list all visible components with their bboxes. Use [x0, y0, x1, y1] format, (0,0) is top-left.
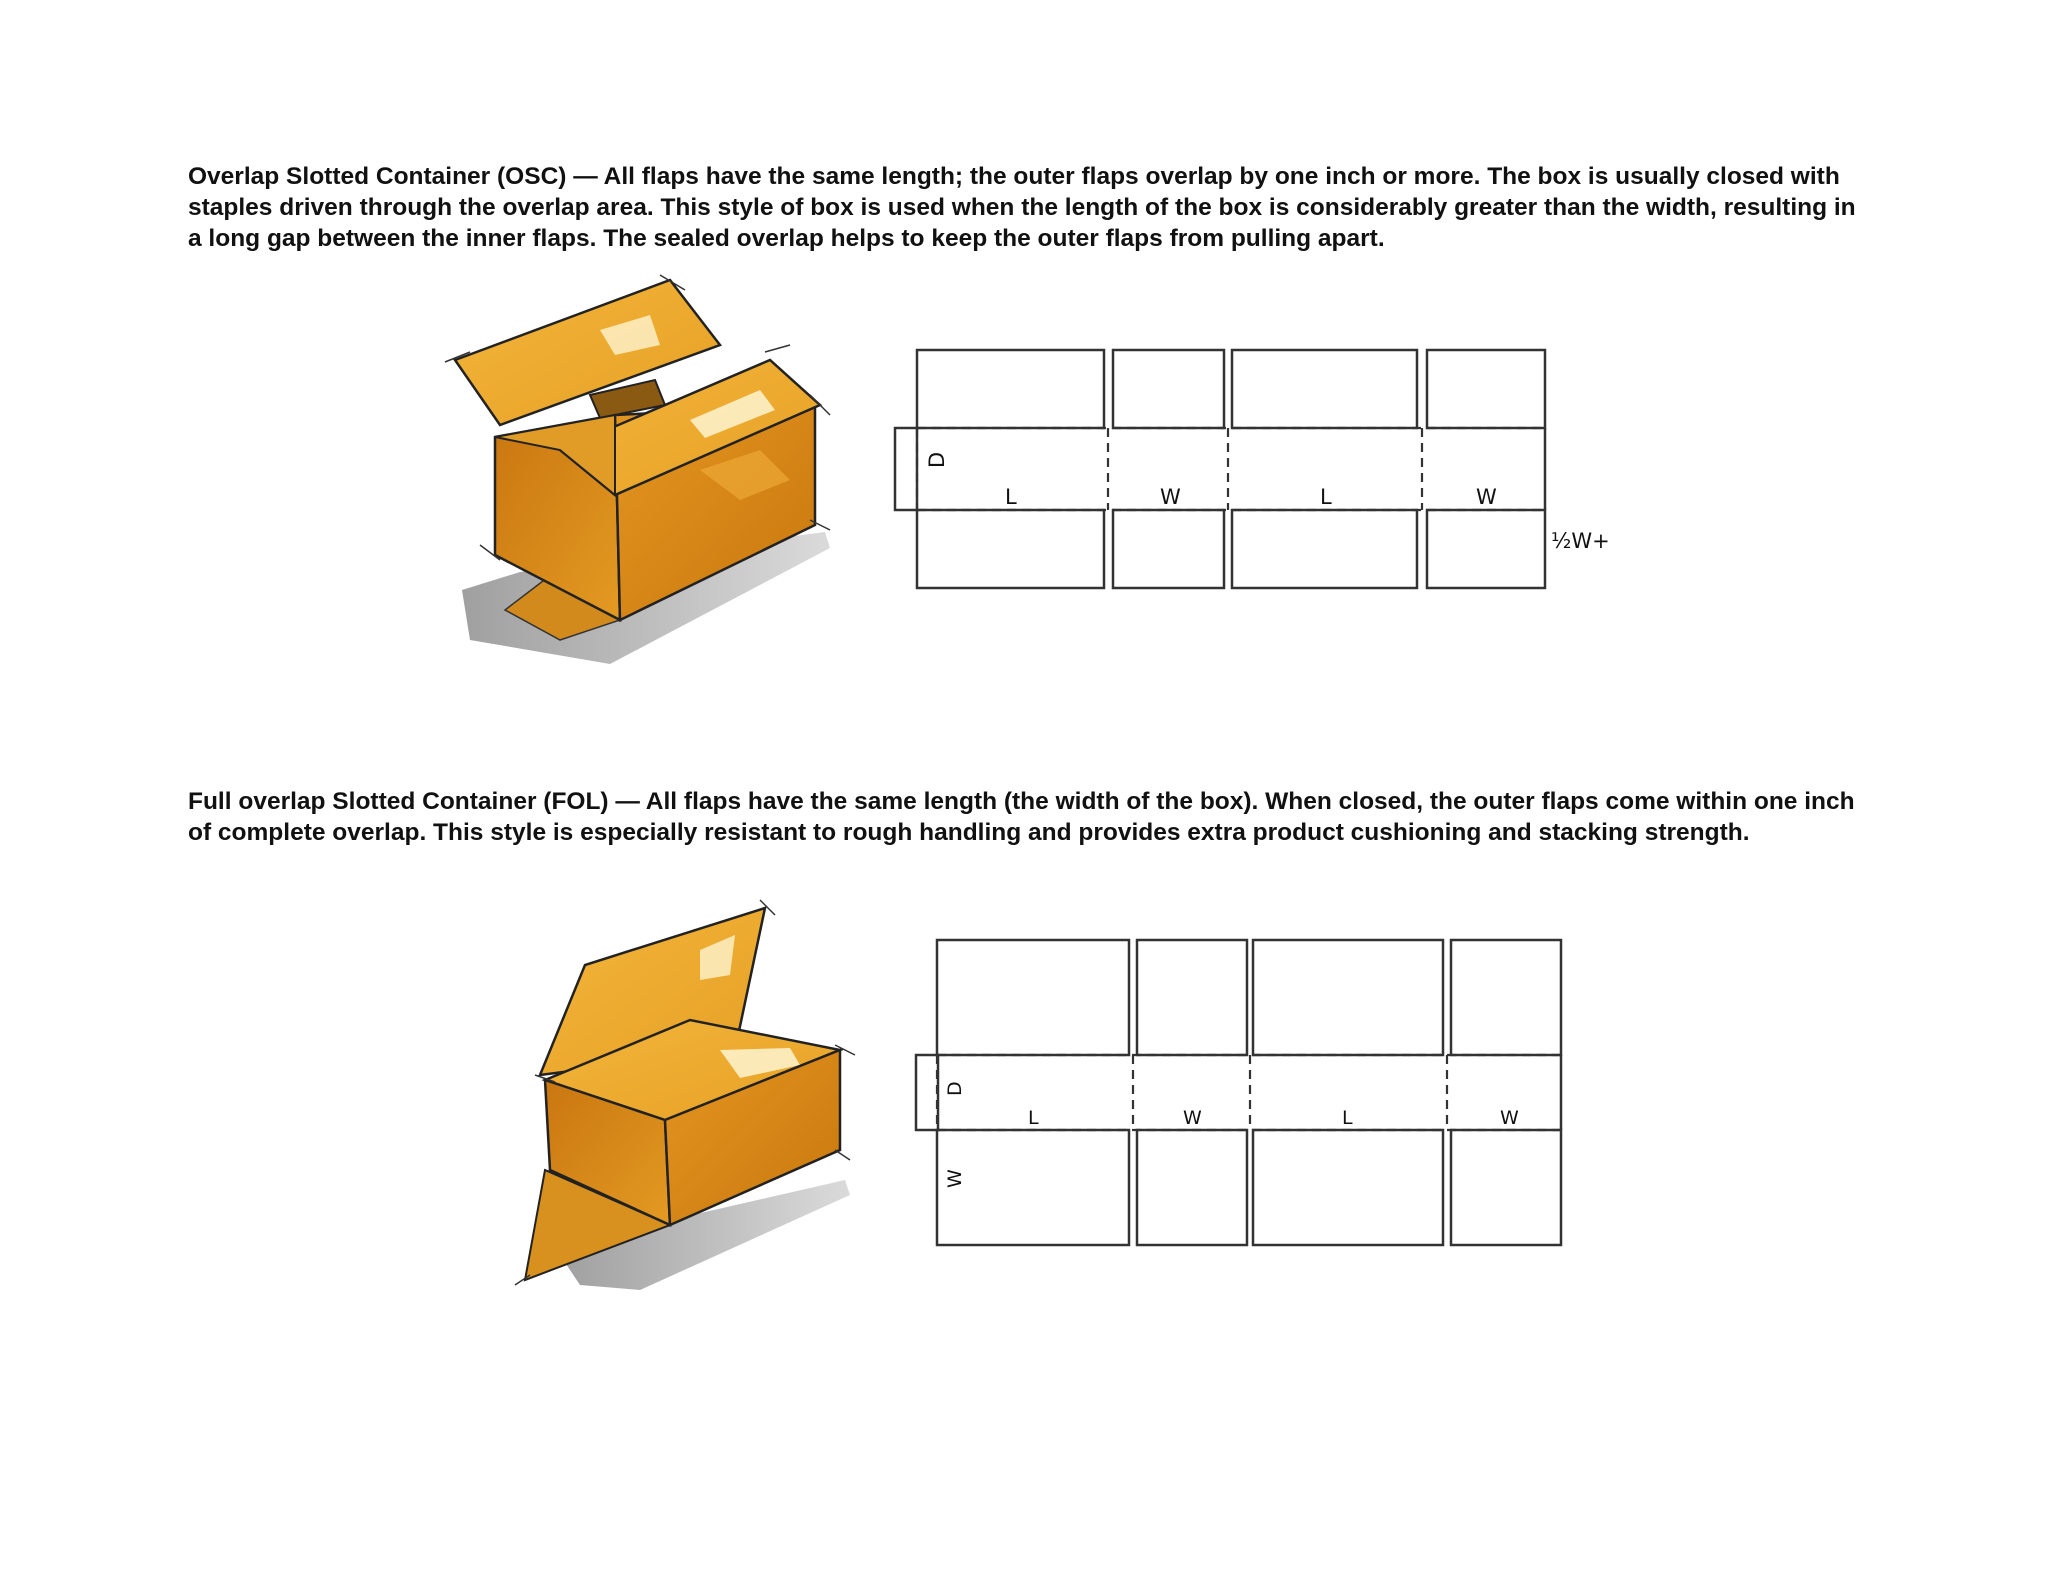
- fol-box-illustration: [515, 900, 855, 1290]
- fol-label-depth: D: [944, 1081, 966, 1096]
- osc-top-flap-1: [917, 350, 1104, 428]
- osc-label-width-2: W: [1476, 485, 1497, 509]
- fol-bottom-flap-4: [1451, 1130, 1561, 1245]
- fol-label-flap-width: W: [944, 1169, 966, 1188]
- osc-diagram-labels: [925, 452, 1610, 553]
- osc-glue-tab: [895, 428, 917, 510]
- osc-description: Overlap Slotted Container (OSC) — All flaps have the same length; the outer flaps overlap by one inch or more. The box is usually closed with staples driven through the overlap area. This style of box is used when the length of the box is considerably greater than the width, resulting in a long gap between the inner flaps. The sealed overlap helps to keep the outer flaps from pulling apart.: [188, 163, 1856, 252]
- osc-bottom-flap-1: [917, 510, 1104, 588]
- fol-top-flap-2: [1137, 940, 1247, 1055]
- osc-label-length-2: L: [1320, 485, 1332, 509]
- osc-top-flap-4: [1427, 350, 1545, 428]
- osc-bottom-flap-2: [1113, 510, 1224, 588]
- fol-bottom-flap-2: [1137, 1130, 1247, 1245]
- fol-top-flap-4: [1451, 940, 1561, 1055]
- osc-top-flap-2: [1113, 350, 1224, 428]
- fol-top-flap-3: [1253, 940, 1443, 1055]
- fol-diecut-diagram: [916, 940, 1561, 1245]
- fol-label-length-1: L: [1028, 1107, 1039, 1129]
- osc-bottom-flap-3: [1232, 510, 1417, 588]
- fol-label-length-2: L: [1342, 1107, 1353, 1129]
- fol-label-width-2: W: [1500, 1107, 1519, 1129]
- osc-label-length-1: L: [1005, 485, 1017, 509]
- fol-top-flap-1: [937, 940, 1129, 1055]
- osc-label-flap-note: ½W+: [1551, 529, 1610, 553]
- fol-description: Full overlap Slotted Container (FOL) — All flaps have the same length (the width of the box). When closed, the outer flaps come within one inch of complete overlap. This style is especially resistant to rough handling and provides extra product cushioning and stacking strength.: [188, 788, 1855, 846]
- fol-glue-tab: [916, 1055, 938, 1130]
- osc-diecut-diagram: [895, 350, 1545, 588]
- osc-label-depth: D: [925, 451, 949, 468]
- osc-box-illustration: [445, 275, 830, 664]
- osc-label-width-1: W: [1160, 485, 1181, 509]
- fol-label-width-1: W: [1183, 1107, 1202, 1129]
- fol-bottom-flap-3: [1253, 1130, 1443, 1245]
- osc-top-flap-3: [1232, 350, 1417, 428]
- osc-bottom-flap-4: [1427, 510, 1545, 588]
- fol-diagram-labels: [944, 1081, 1519, 1188]
